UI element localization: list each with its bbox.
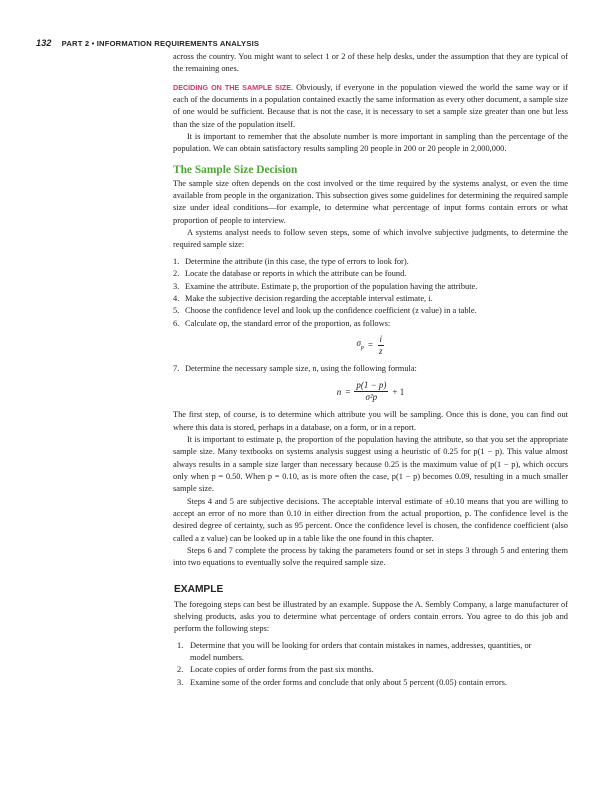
- steps-list: [173, 256, 568, 330]
- list-item: 6. Calculate σp, the standard error of the proportion, as follows:: [173, 318, 391, 328]
- section-heading: The Sample Size Decision: [173, 163, 298, 176]
- list-item: 5. Choose the confidence level and look up the confidence coefficient (z value) in a table.: [173, 306, 477, 316]
- part-title: PART 2 • INFORMATION REQUIREMENTS ANALYSIS: [61, 39, 260, 48]
- steps-list-continued: [173, 363, 568, 375]
- section-paragraph-3: The first step, of course, is to determine which attribute you will be sampling. Once this is done, you can find out where this data is stored, perhaps in a database, on a form, or in a report.: [173, 410, 568, 432]
- deciding-text: Obviously, if everyone in the population viewed the world the same way or if each of the documents in a population contained exactly the same information as every other document, a sample size of one would be sufficient. Because that is not the case, it is necessary to set a sample size greater than one but less than the size of the population itself.: [173, 82, 568, 129]
- list-item: 2. Locate the database or reports in which the attribute can be found.: [173, 269, 407, 279]
- standard-error-formula: $\sigma_p$ = $\frac{i}{z}$: [356, 333, 383, 356]
- list-item: 4. Make the subjective decision regarding the acceptable interval estimate, i.: [173, 293, 433, 303]
- example-heading: EXAMPLE: [174, 583, 224, 595]
- example-box: [173, 583, 568, 689]
- example-steps-list: [174, 640, 568, 689]
- section-paragraph-6: Steps 6 and 7 complete the process by taking the parameters found or set in steps 3 through 5 and entering them into two equations to eventually solve the required sample size.: [173, 546, 568, 568]
- section-paragraph-1: The sample size often depends on the cost involved or the time required by the systems analyst, or even the time available from people in the organization. This subsection gives some guidelines for determining the required sample size under ideal conditions—for example, to determine what percentage of input forms contain errors or what proportion of people to interview.: [173, 178, 568, 225]
- body-text: [173, 51, 568, 689]
- list-item: 1. Determine that you will be looking for orders that contain mistakes in names, addresses, quantities, or model numbers.: [177, 640, 532, 663]
- list-item: 3. Examine some of the order forms and conclude that only about 5 percent (0.05) contain errors.: [177, 677, 507, 687]
- list-item: 3. Examine the attribute. Estimate p, the proportion of the population having the attribute.: [173, 281, 478, 291]
- section-paragraph-4: It is important to estimate p, the proportion of the population having the attribute, so that you set the appropriate sample size. Many textbooks on systems analysis suggest using a heuristic of 0.25 for p(1 − p). This value almost always results in a sample size larger than necessary because 0.25 is the maximum value of p(1 − p), which occurs only when p = 0.50. When p = 0.10, as is more often the case, p(1 − p) becomes 0.09, resulting in a much smaller sample size.: [173, 434, 568, 494]
- sample-size-formula: n = $\frac{p(1 - p)}{\text{σ²p}}$ + 1: [336, 380, 405, 403]
- section-paragraph-2: A systems analyst needs to follow seven steps, some of which involve subjective judgments, to determine the required sample size:: [173, 228, 568, 250]
- list-item: 1. Determine the attribute (in this case, the type of errors to look for).: [173, 256, 409, 266]
- example-intro: The foregoing steps can best be illustrated by an example. Suppose the A. Sembly Company, a large manufacturer of shelving products, asks you to determine what percentage of orders contain errors. You agree to do this job and perform the following steps:: [174, 599, 568, 634]
- deciding-paragraph: [173, 82, 568, 131]
- list-item: 7. Determine the necessary sample size, n, using the following formula:: [173, 363, 417, 373]
- intro-paragraph: across the country. You might want to select 1 or 2 of these help desks, under the assumption that they are typical of the remaining ones.: [173, 52, 568, 74]
- runin-heading: DECIDING ON THE SAMPLE SIZE.: [173, 82, 294, 92]
- running-header: [36, 38, 259, 48]
- list-item: 2. Locate copies of order forms from the past six months.: [177, 665, 374, 675]
- deciding-paragraph-2: It is important to remember that the absolute number is more important in sampling than the percentage of the population. We can obtain satisfactory results sampling 20 people in 200 or 20 people in 2,000,000.: [173, 132, 568, 154]
- section-paragraph-5: Steps 4 and 5 are subjective decisions. The acceptable interval estimate of ±0.10 means that you are willing to accept an error of no more than 0.10 in either direction from the actual proportion, p. The confidence level is the desired degree of certainty, such as 95 percent. Once the confidence level is chosen, the confidence coefficient (also called a z value) can be looked up in a table like the one found in this chapter.: [173, 496, 568, 543]
- page-number: 132: [36, 38, 52, 48]
